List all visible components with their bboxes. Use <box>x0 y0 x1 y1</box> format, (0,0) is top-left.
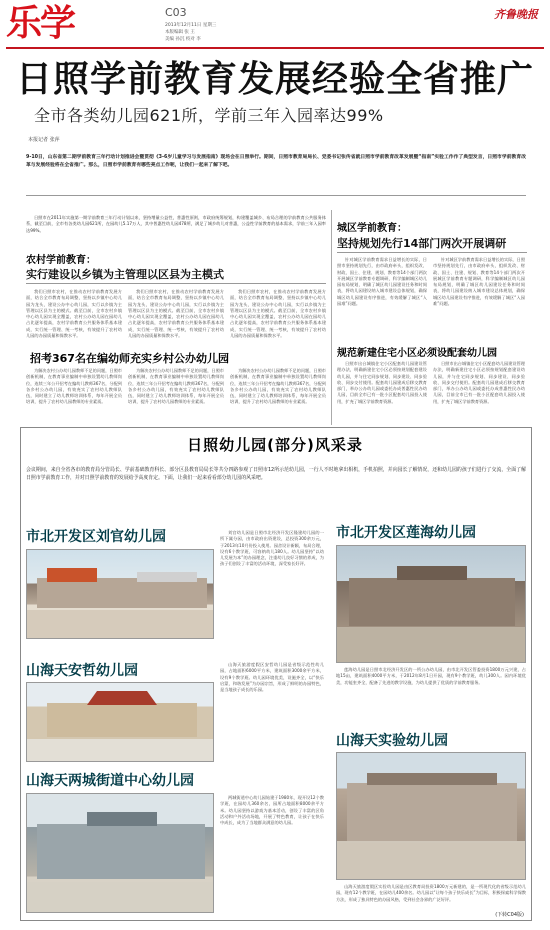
rural-divider <box>26 283 326 284</box>
building-top <box>137 572 197 582</box>
building-body <box>37 578 207 608</box>
newspaper-logo: 齐鲁晚报 <box>494 8 538 21</box>
kg-text-shiyan-p: 山海天旅游度假区实验幼儿园是由区教育局投资1800万元新建的，是一所现代化的省级示范幼儿园，现有12个教学班，在园幼儿400余名。幼儿园以“让每个孩子快乐成长”为目标，积极探索科学保教方法，形成了独具特色的办园风格，受到社会各界的广泛好评。 <box>336 884 526 902</box>
design-line: 美编 孙沉 校对 李 <box>165 37 201 42</box>
continued-note: (下转C04版) <box>495 912 524 918</box>
photo-shiyan <box>336 752 526 880</box>
building-top <box>87 812 157 826</box>
kg-text-anzhe <box>220 662 324 770</box>
lianhai-building-graphic <box>337 546 526 663</box>
rural-subtitle: 招考367名在编幼师充实乡村公办幼儿园 <box>30 352 229 365</box>
urban-title: 坚持规划先行14部门两次开展调研 <box>337 237 507 250</box>
rural-section-label: 农村学前教育： <box>26 255 96 266</box>
kg-title-liangcheng <box>26 769 194 791</box>
kg-text-anzhe-p: 山海天旅游度假区安哲幼儿园是省级示范性幼儿园，占地面积6000平方米，建筑面积3000余平方米，设有9个教学班。幼儿园环境优美，设施齐全，以“快乐启蒙，和谐发展”为办园宗旨，形成了鲜明的办园特色，是当地孩子成长的乐园。 <box>220 662 324 693</box>
kg-name-anzhe: 山海天安哲幼儿园 <box>26 663 138 679</box>
ground <box>337 628 526 663</box>
ground <box>27 882 214 913</box>
column-divider <box>331 210 332 425</box>
byline: 本报记者 张萍 <box>28 137 60 143</box>
rural-title: 实行建设以乡镇为主管理以区县为主模式 <box>26 268 224 281</box>
kg-text-shiyan <box>336 884 526 910</box>
ground <box>337 843 526 880</box>
kg-name-liangcheng: 山海天两城街道中心幼儿园 <box>26 773 194 789</box>
section-logo <box>6 3 78 45</box>
kg-title-liuguan <box>26 525 166 547</box>
building-body <box>37 824 205 879</box>
editor-line: 本版编辑 张 王 <box>165 30 195 35</box>
lead-paragraph: 9-10日，山东省第二期学前教育三年行动计划推进会暨贯彻《3-6岁儿童学习与发展指南》现场会在日照举行。期间，日照市教育局局长、党委书记张传省就日照市学前教育改革发展暨“指南”实验工作作了典型发言，日照市学前教育改革与发展经验将在全省推广。那么，日照市学前教育有哪些亮点工作呢，让我们一起来了解下吧。 <box>26 155 526 168</box>
photo-liuguan <box>26 549 214 639</box>
date-line: 2013年12月11日 星期三 <box>165 23 217 28</box>
kg-title-shiyan <box>336 729 448 751</box>
page-code: C03 <box>165 6 187 19</box>
kg-name-shiyan: 山海天实验幼儿园 <box>336 733 448 749</box>
kg-title-lianhai <box>336 521 476 543</box>
kg-title-anzhe <box>26 659 138 681</box>
building-top <box>367 773 497 785</box>
urban-text-1: 针对城区学前教育需求日益增长的实际，日照市坚持规划先行，由市政府牵头，组织发改、财政、国土、住建、规划、教育等14个部门两次开展城区学前教育专题调研，科学编制城区幼儿园布局规划，明确了城区幼儿园建设任务和时间表，将幼儿园建设纳入城市建设总体规划，确保城区幼儿园建设有序推进，有效缓解了城区“入园难”问题。 <box>337 257 427 307</box>
urban-text2-2: 日照市出台城镇住宅小区配套幼儿园建设管理办法，明确新建住宅小区必须按规划配套建设幼儿园，并与住宅同步规划、同步建设、同步验收、同步交付使用。配套幼儿园建成后移交教育部门，举办公办幼儿园或委托办成普惠性民办幼儿园，目前全市已有一批小区配套幼儿园投入使用，扩充了城区学前教育资源。 <box>433 361 525 404</box>
kg-text-liuguan <box>220 530 324 660</box>
photo-lianhai <box>336 545 526 663</box>
rural-text-col3 <box>230 289 326 349</box>
rural-text-1: 我们日照市农村，在推动农村学前教育发展方面，结合全市教育布局调整，坚持以乡镇中心幼儿园为龙头，建设公办中心幼儿园，实行以乡镇为主管理以区县为主的模式。截至目前，全市农村乡镇中心幼儿园实现全覆盖，农村公办幼儿园在园幼儿占比逐年提高，农村学前教育公共服务体系基本建成，实行统一管理、统一考核，有效提升了农村幼儿园的办园质量和保教水平。 <box>26 289 122 339</box>
urban-subtitle: 规范新建住宅小区必须设配套幼儿园 <box>337 348 497 359</box>
kg-text-liuguan-p: 刘官幼儿园是日照市北经济开发区隆建幼儿园的一所下属分园，由市政府出资建设，总投资300余万元，于2013年10月份投入使用。园舍设计新颖，布局合理，设有6个教学班，可容纳幼儿180人。幼儿园坚持“以幼儿发展为本”的办园理念，注重幼儿良好习惯的养成，为孩子们创设了丰富的活动环境，深受家长好评。 <box>220 530 324 567</box>
liangcheng-building-graphic <box>27 794 214 913</box>
section-logo-text: 乐学 <box>6 3 75 44</box>
rural-text2-col2 <box>128 368 224 423</box>
building-roof <box>87 691 157 705</box>
rural-text2-col1 <box>26 368 122 423</box>
urban-text2-col1 <box>337 361 427 425</box>
main-headline: 日照学前教育发展经验全省推广 <box>15 59 534 100</box>
urban-section-label: 城区学前教育： <box>337 223 407 234</box>
feature-intro: 会议期间，来自全省各市的教育局分管局长、学前基础教育科长、部分区县教育局局长等共分四路参观了日照市12所示范幼儿园，一行人不时地拿出相机，手机拍照，并向园长了解情况，还和幼儿园的孩子们进行了交流，全面了解日照市学前教育工作，并对日照学前教育的发展给予高度肯定。下面，让我们一起来看看部分幼儿园的风采吧。 <box>26 467 526 481</box>
intro-paragraph <box>26 215 326 253</box>
kg-name-liuguan: 市北开发区刘官幼儿园 <box>26 529 166 545</box>
page-meta <box>165 22 216 43</box>
photo-liangcheng <box>26 793 214 913</box>
urban-divider <box>337 252 527 253</box>
photo-anzhe <box>26 682 214 762</box>
urban-text-col2 <box>433 257 525 339</box>
rural-text2-2: 为解决农村公办幼儿园教师不足的问题，日照市创新机制，在教育事业编制中单独设置幼儿教师岗位，连续三年公开招考在编幼儿教师367名，分配到各乡村公办幼儿园，有效充实了农村幼儿教师队伍，同时建立了幼儿教师培训体系，每年开展全员培训，提升了农村幼儿园教师的专业素质。 <box>128 368 224 405</box>
shiyan-building-graphic <box>337 753 526 880</box>
ground <box>27 739 214 762</box>
urban-text2-col2 <box>433 361 525 425</box>
rural-text2-1: 为解决农村公办幼儿园教师不足的问题，日照市创新机制，在教育事业编制中单独设置幼儿教师岗位，连续三年公开招考在编幼儿教师367名，分配到各乡村公办幼儿园，有效充实了农村幼儿教师队伍，同时建立了幼儿教师培训体系，每年开展全员培训，提升了农村幼儿园教师的专业素质。 <box>26 368 122 405</box>
kg-text-liangcheng-p: 两城街道中心幼儿园始建于1980年，现开设12个教学班，在园幼儿360余名，园所占地面积8000余平方米。幼儿园坚持以游戏为基本活动，创设了丰富的区角活动和户外活动场地，开展了特色教育，让孩子在快乐中成长，成为了当地群众满意的幼儿园。 <box>220 795 324 826</box>
rural-text-3: 我们日照市农村，在推动农村学前教育发展方面，结合全市教育布局调整，坚持以乡镇中心幼儿园为龙头，建设公办中心幼儿园，实行以乡镇为主管理以区县为主的模式。截至目前，全市农村乡镇中心幼儿园实现全覆盖，农村公办幼儿园在园幼儿占比逐年提高，农村学前教育公共服务体系基本建成，实行统一管理、统一考核，有效提升了农村幼儿园的办园质量和保教水平。 <box>230 289 326 339</box>
ground <box>27 610 214 639</box>
building-roof <box>47 568 97 582</box>
urban-text2-1: 日照市出台城镇住宅小区配套幼儿园建设管理办法，明确新建住宅小区必须按规划配套建设幼儿园，并与住宅同步规划、同步建设、同步验收、同步交付使用。配套幼儿园建成后移交教育部门，举办公办幼儿园或委托办成普惠性民办幼儿园，目前全市已有一批小区配套幼儿园投入使用，扩充了城区学前教育资源。 <box>337 361 427 404</box>
building-body <box>349 578 515 626</box>
lead-divider <box>26 195 526 196</box>
liuguan-building-graphic <box>27 550 214 639</box>
anzhe-building-graphic <box>27 683 214 762</box>
kg-text-liangcheng <box>220 795 324 913</box>
kg-text-lianhai <box>336 667 526 707</box>
urban-text-2: 针对城区学前教育需求日益增长的实际，日照市坚持规划先行，由市政府牵头，组织发改、财政、国土、住建、规划、教育等14个部门两次开展城区学前教育专题调研，科学编制城区幼儿园布局规划，明确了城区幼儿园建设任务和时间表，将幼儿园建设纳入城市建设总体规划，确保城区幼儿园建设有序推进，有效缓解了城区“入园难”问题。 <box>433 257 525 307</box>
masthead-divider <box>6 47 544 49</box>
kg-name-lianhai: 市北开发区莲海幼儿园 <box>336 525 476 541</box>
subheadline: 全市各类幼儿园621所，学前三年入园率达99% <box>34 106 384 125</box>
building-top <box>397 566 467 580</box>
rural-text-col2 <box>128 289 224 349</box>
urban-text-col1 <box>337 257 427 339</box>
rural-text2-3: 为解决农村公办幼儿园教师不足的问题，日照市创新机制，在教育事业编制中单独设置幼儿教师岗位，连续三年公开招考在编幼儿教师367名，分配到各乡村公办幼儿园，有效充实了农村幼儿教师队伍，同时建立了幼儿教师培训体系，每年开展全员培训，提升了农村幼儿园教师的专业素质。 <box>230 368 326 405</box>
rural-text-col1 <box>26 289 122 349</box>
rural-text-2: 我们日照市农村，在推动农村学前教育发展方面，结合全市教育布局调整，坚持以乡镇中心幼儿园为龙头，建设公办中心幼儿园，实行以乡镇为主管理以区县为主的模式。截至目前，全市农村乡镇中心幼儿园实现全覆盖，农村公办幼儿园在园幼儿占比逐年提高，农村学前教育公共服务体系基本建成，实行统一管理、统一考核，有效提升了农村幼儿园的办园质量和保教水平。 <box>128 289 224 339</box>
building-body <box>47 703 197 737</box>
kg-text-lianhai-p: 莲海幼儿园是日照市北经济开发区的一所公办幼儿园，由市北开发区管委投资1800万元兴建，占地15亩，建筑面积4000平方米，于2012年8月1日开园，现有9个教学班，幼儿300人。园内环境优美，功能室齐全，配备了先进的教学设施，为幼儿提供了优质的学前教育服务。 <box>336 667 526 685</box>
building-body <box>347 783 517 841</box>
rural-text2-col3 <box>230 368 326 423</box>
feature-title: 日照幼儿园(部分)风采录 <box>187 436 363 454</box>
intro-text: 日照市在2011年实施第一期学前教育三年行动计划以来，坚持增量公益性，普惠性原则，市政府统筹规划，构建覆盖城乡、布局合理的学前教育公共服务体系，截至目前，全市有各类幼儿园621所，在园幼儿5.17万人，其中普惠性幼儿园478所，满足了城乡幼儿对普惠，公益性学前教育的基本需求，学前三年入园率达99%。 <box>26 215 326 233</box>
